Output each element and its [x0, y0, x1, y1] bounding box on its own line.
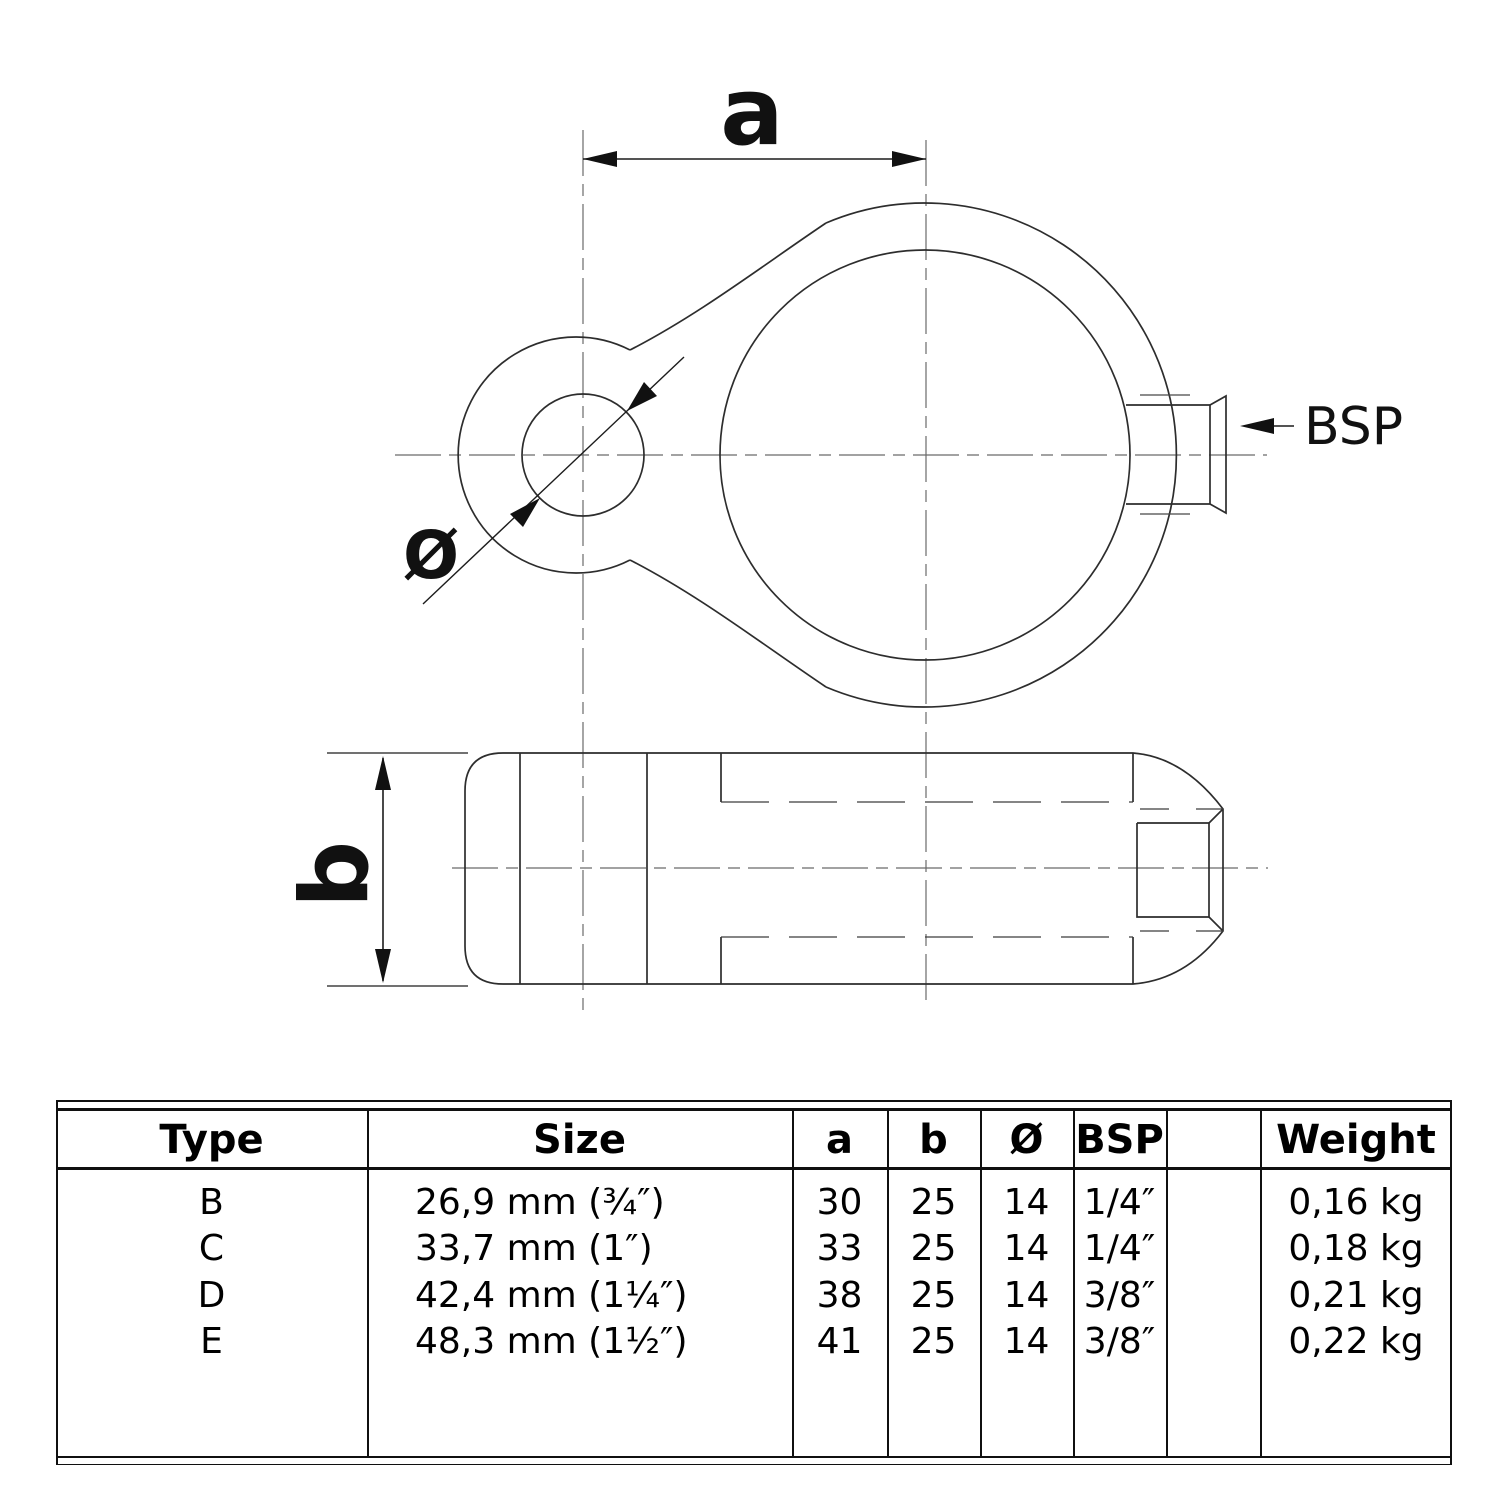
cell-bsp-c: 1/4″ [1083, 1228, 1156, 1270]
column-a [792, 1179, 887, 1365]
column-bsp [1073, 1179, 1166, 1365]
dim-b-arrow-bottom [375, 949, 391, 983]
cell-size-b: 26,9 mm (¾″) [415, 1181, 665, 1223]
header-a: a [826, 1117, 853, 1163]
dim-diameter-symbol: Ø [403, 517, 460, 594]
bsp-callout [1240, 418, 1294, 434]
cell-weight-c: 0,18 kg [1288, 1228, 1424, 1270]
cell-weight-b: 0,16 kg [1288, 1181, 1424, 1223]
cell-type-c: C [198, 1228, 225, 1270]
cell-a-d: 38 [816, 1274, 863, 1316]
end-chamfer-bottom [1209, 917, 1223, 931]
table-bottom-outer-line [56, 1464, 1452, 1466]
cell-size-e: 48,3 mm (1½″) [415, 1321, 688, 1363]
cell-type-b: B [199, 1181, 224, 1223]
header-bsp: BSP [1075, 1117, 1164, 1163]
column-weight [1260, 1179, 1452, 1365]
column-b [887, 1179, 980, 1365]
cell-type-d: D [197, 1274, 226, 1316]
cell-b-d: 25 [910, 1274, 957, 1316]
cell-bsp-b: 1/4″ [1083, 1181, 1156, 1223]
cell-b-b: 25 [910, 1181, 957, 1223]
cell-b-e: 25 [910, 1321, 957, 1363]
dim-a-arrow-left [583, 151, 617, 167]
cell-a-c: 33 [816, 1228, 863, 1270]
header-diameter: Ø [1009, 1117, 1044, 1163]
cell-dia-d: 14 [1003, 1274, 1050, 1316]
table-top-inner-line [56, 1108, 1452, 1111]
dim-b-arrow-top [375, 756, 391, 790]
lug-neck-bottom [630, 560, 826, 687]
cell-bsp-d: 3/8″ [1083, 1274, 1156, 1316]
column-type [56, 1179, 367, 1365]
top-view [395, 58, 1403, 1012]
cell-dia-c: 14 [1003, 1228, 1050, 1270]
bsp-callout-label: BSP [1304, 397, 1404, 457]
bsp-arrowhead [1240, 418, 1274, 434]
dim-b-label: b [281, 840, 390, 908]
cell-bsp-e: 3/8″ [1083, 1321, 1156, 1363]
cell-size-d: 42,4 mm (1¼″) [415, 1274, 688, 1316]
spec-table [56, 1100, 1452, 1465]
header-type: Type [159, 1117, 264, 1163]
cell-b-c: 25 [910, 1228, 957, 1270]
header-b: b [919, 1117, 948, 1163]
end-chamfer-top [1209, 809, 1223, 823]
dim-dia-arrow-lower [510, 498, 540, 527]
thread-socket-box [1137, 823, 1209, 917]
header-size: Size [533, 1117, 626, 1163]
table-bottom-inner-line [56, 1456, 1452, 1458]
hidden-bore-lines [721, 802, 1133, 937]
dim-a-label: a [720, 58, 784, 167]
dim-a-arrow-right [892, 151, 926, 167]
header-weight: Weight [1276, 1117, 1436, 1163]
table-header-separator [56, 1167, 1452, 1170]
column-size [367, 1179, 792, 1365]
table-top-outer-line [56, 1100, 1452, 1102]
header-spare [1166, 1118, 1260, 1162]
cell-weight-e: 0,22 kg [1288, 1321, 1424, 1363]
cell-dia-b: 14 [1003, 1181, 1050, 1223]
cell-a-e: 41 [816, 1321, 863, 1363]
cell-dia-e: 14 [1003, 1321, 1050, 1363]
cell-type-e: E [200, 1321, 223, 1363]
column-diameter [980, 1179, 1073, 1365]
cell-weight-d: 0,21 kg [1288, 1274, 1424, 1316]
cell-a-b: 30 [816, 1181, 863, 1223]
cell-size-c: 33,7 mm (1″) [415, 1228, 653, 1270]
thread-crest-dashes [1140, 809, 1223, 931]
side-view [281, 753, 1268, 986]
lug-neck-top [630, 223, 826, 350]
